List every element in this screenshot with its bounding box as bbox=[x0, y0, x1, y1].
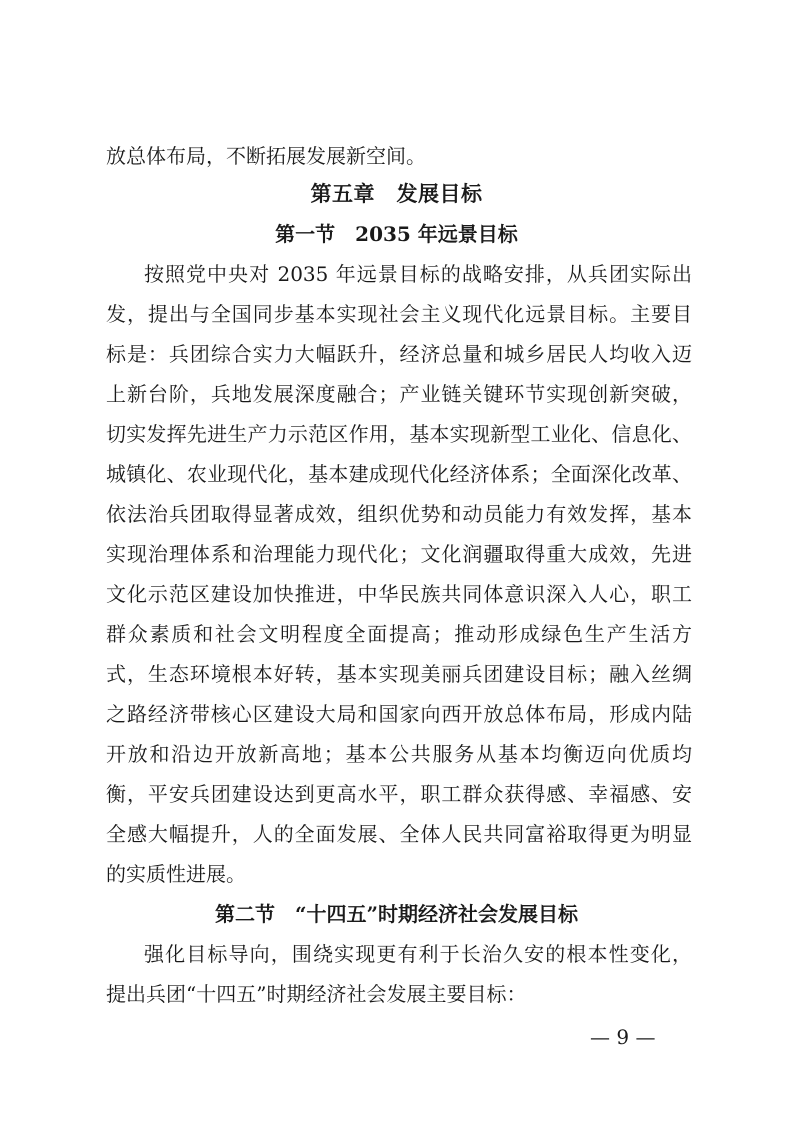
paragraph-line: 提出兵团“十四五”时期经济社会发展主要目标： bbox=[106, 982, 527, 1006]
paragraph-line: 标是：兵团综合实力大幅跃升，经济总量和城乡居民人均收入迈 bbox=[106, 342, 692, 366]
paragraph-line: 依法治兵团取得显著成效，组织优势和动员能力有效发挥，基本 bbox=[106, 502, 692, 526]
paragraph-line: 放总体布局，不断拓展发展新空间。 bbox=[106, 144, 426, 168]
paragraph-line: 发，提出与全国同步基本实现社会主义现代化远景目标。主要目 bbox=[106, 302, 692, 326]
paragraph-line: 文化示范区建设加快推进，中华民族共同体意识深入人心，职工 bbox=[106, 582, 692, 606]
paragraph-line: 群众素质和社会文明程度全面提高；推动形成绿色生产生活方 bbox=[106, 622, 692, 646]
paragraph-line: 的实质性进展。 bbox=[106, 862, 246, 886]
paragraph-line: 全感大幅提升，人的全面发展、全体人民共同富裕取得更为明显 bbox=[106, 822, 692, 846]
section-heading: 第一节 2035 年远景目标 bbox=[275, 222, 518, 246]
paragraph-line: 实现治理体系和治理能力现代化；文化润疆取得重大成效，先进 bbox=[106, 542, 692, 566]
paragraph-line: 之路经济带核心区建设大局和国家向西开放总体布局，形成内陆 bbox=[106, 702, 692, 726]
paragraph-line: 开放和沿边开放新高地；基本公共服务从基本均衡迈向优质均 bbox=[106, 742, 692, 766]
paragraph-line: 强化目标导向，围绕实现更有利于长治久安的根本性变化， bbox=[144, 942, 692, 966]
paragraph-line: 上新台阶，兵地发展深度融合；产业链关键环节实现创新突破， bbox=[106, 382, 692, 406]
paragraph-line: 按照党中央对 2035 年远景目标的战略安排，从兵团实际出 bbox=[144, 262, 692, 286]
page-number: — 9 — bbox=[590, 1025, 656, 1049]
paragraph-line: 切实发挥先进生产力示范区作用，基本实现新型工业化、信息化、 bbox=[106, 422, 692, 446]
paragraph-line: 城镇化、农业现代化，基本建成现代化经济体系；全面深化改革、 bbox=[106, 462, 692, 486]
paragraph-line: 式，生态环境根本好转，基本实现美丽兵团建设目标；融入丝绸 bbox=[106, 662, 692, 686]
section-heading: 第二节 “十四五”时期经济社会发展目标 bbox=[214, 902, 578, 926]
paragraph-line: 衡，平安兵团建设达到更高水平，职工群众获得感、幸福感、安 bbox=[106, 782, 692, 806]
chapter-heading: 第五章 发展目标 bbox=[310, 182, 483, 206]
